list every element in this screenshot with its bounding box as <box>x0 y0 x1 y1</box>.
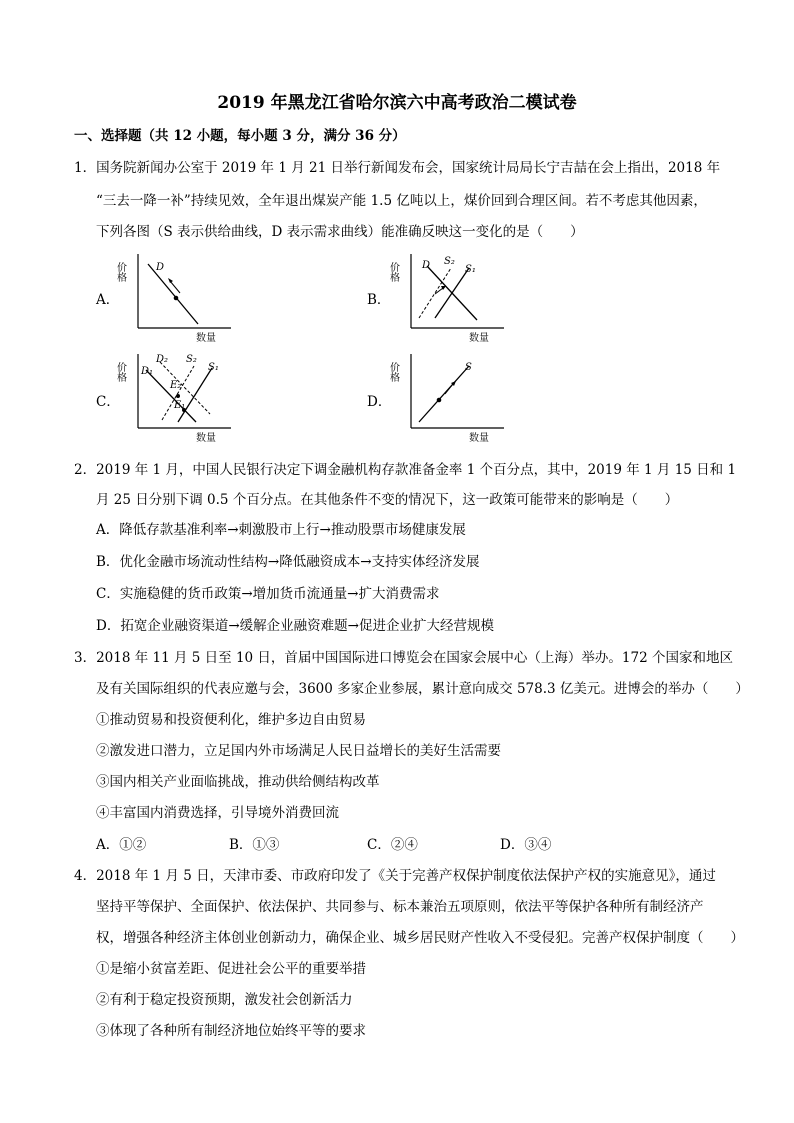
graph-c-d1-label: D₁ <box>141 366 154 377</box>
graph-a-y-label-1: 价格 <box>114 262 126 282</box>
q4-item-2: ②有利于稳定投资预期，激发社会创新活力 <box>96 992 353 1008</box>
q2-option-d: D．拓宽企业融资渠道→缓解企业融资难题→促进企业扩大经营规模 <box>96 618 494 634</box>
q4-item-3: ③体现了各种所有制经济地位始终平等的要求 <box>96 1023 366 1039</box>
q1-line-3: 下列各图（S 表示供给曲线，D 表示需求曲线）能准确反映这一变化的是（ ） <box>96 224 584 240</box>
graph-d-s-label: S <box>465 362 472 373</box>
q3-item-4: ④丰富国内消费选择，引导境外消费回流 <box>96 805 339 821</box>
q3-line-2: 及有关国际组织的代表应邀与会，3600 多家企业参展，累计意向成交 578.3 亿美元。进博会的举办（ ） <box>96 681 749 697</box>
graph-c-y-label: 价格 <box>114 362 126 382</box>
section-heading: 一、选择题（共 12 小题，每小题 3 分，满分 36 分） <box>74 128 406 144</box>
graph-c <box>116 348 236 444</box>
q1-option-c: C． <box>96 394 120 410</box>
graph-d <box>389 348 509 444</box>
q3-choice-c: C．②④ <box>367 837 418 853</box>
q3-choice-d: D．③④ <box>500 837 552 853</box>
graph-b <box>389 248 509 344</box>
q2-option-a: A．降低存款基准利率→刺激股市上行→推动股票市场健康发展 <box>96 522 466 538</box>
q1-line-1: 1．国务院新闻办公室于 2019 年 1 月 21 日举行新闻发布会，国家统计局局长宁吉喆在会上指出，2018 年 <box>74 160 721 176</box>
graph-c-d2-label: D₂ <box>156 354 169 365</box>
graph-b-d-label: D <box>422 260 431 271</box>
graph-a-d-label: D <box>156 262 165 273</box>
graph-b-x-label: 数量 <box>469 333 489 344</box>
q2-option-b: B．优化金融市场流动性结构→降低融资成本→支持实体经济发展 <box>96 554 480 570</box>
q1-option-b: B． <box>367 292 391 308</box>
graph-c-e2-label: E₂ <box>170 380 182 391</box>
q2-line-1: 2．2019 年 1 月，中国人民银行决定下调金融机构存款准备金率 1 个百分点，其中，2019 年 1 月 15 日和 1 <box>74 462 737 478</box>
graph-c-e1-label: E₁ <box>174 400 186 411</box>
graph-c-s2-label: S₂ <box>186 354 197 365</box>
q1-line-2: “三去一降一补”持续见效，全年退出煤炭产能 1.5 亿吨以上，煤价回到合理区间。若不考虑其他因素， <box>96 193 707 209</box>
q3-item-2: ②激发进口潜力，立足国内外市场满足人民日益增长的美好生活需要 <box>96 743 501 759</box>
q1-option-a: A． <box>96 292 120 308</box>
graph-c-s1-label: S₁ <box>208 362 219 373</box>
q3-choice-a: A．①② <box>96 837 147 853</box>
q3-choice-b: B．①③ <box>229 837 280 853</box>
graph-a <box>116 248 236 344</box>
graph-a-x-label: 数量 <box>196 333 216 344</box>
graph-d-y-label: 价格 <box>387 362 399 382</box>
page-title: 2019 年黑龙江省哈尔滨六中高考政治二模试卷 <box>217 93 577 113</box>
q3-line-1: 3．2018 年 11 月 5 日至 10 日，首届中国国际进口博览会在国家会展中心（上海）举办。172 个国家和地区 <box>74 650 733 666</box>
q4-item-1: ①是缩小贫富差距、促进社会公平的重要举措 <box>96 961 366 977</box>
q2-option-c: C．实施稳健的货币政策→增加货币流通量→扩大消费需求 <box>96 586 440 602</box>
q4-line-2: 坚持平等保护、全面保护、依法保护、共同参与、标本兼治五项原则，依法平等保护各种所有制经济产 <box>96 899 704 915</box>
graph-d-x-label: 数量 <box>469 433 489 444</box>
graph-b-y-label: 价格 <box>387 262 399 282</box>
q4-line-3: 权，增强各种经济主体创业创新动力，确保企业、城乡居民财产性收入不受侵犯。完善产权保护制度（ ） <box>96 930 744 946</box>
graph-c-x-label: 数量 <box>196 433 216 444</box>
q3-item-3: ③国内相关产业面临挑战，推动供给侧结构改革 <box>96 774 380 790</box>
q2-line-2: 月 25 日分别下调 0.5 个百分点。在其他条件不变的情况下，这一政策可能带来的影响是（ ） <box>96 492 679 508</box>
graph-b-s1-label: S₁ <box>465 264 476 275</box>
q4-line-1: 4．2018 年 1 月 5 日，天津市委、市政府印发了《关于完善产权保护制度依法保护产权的实施意见》，通过 <box>74 868 716 884</box>
q1-option-d: D． <box>367 394 392 410</box>
q3-item-1: ①推动贸易和投资便利化，维护多边自由贸易 <box>96 712 366 728</box>
graph-b-s2-label: S₂ <box>444 256 455 267</box>
